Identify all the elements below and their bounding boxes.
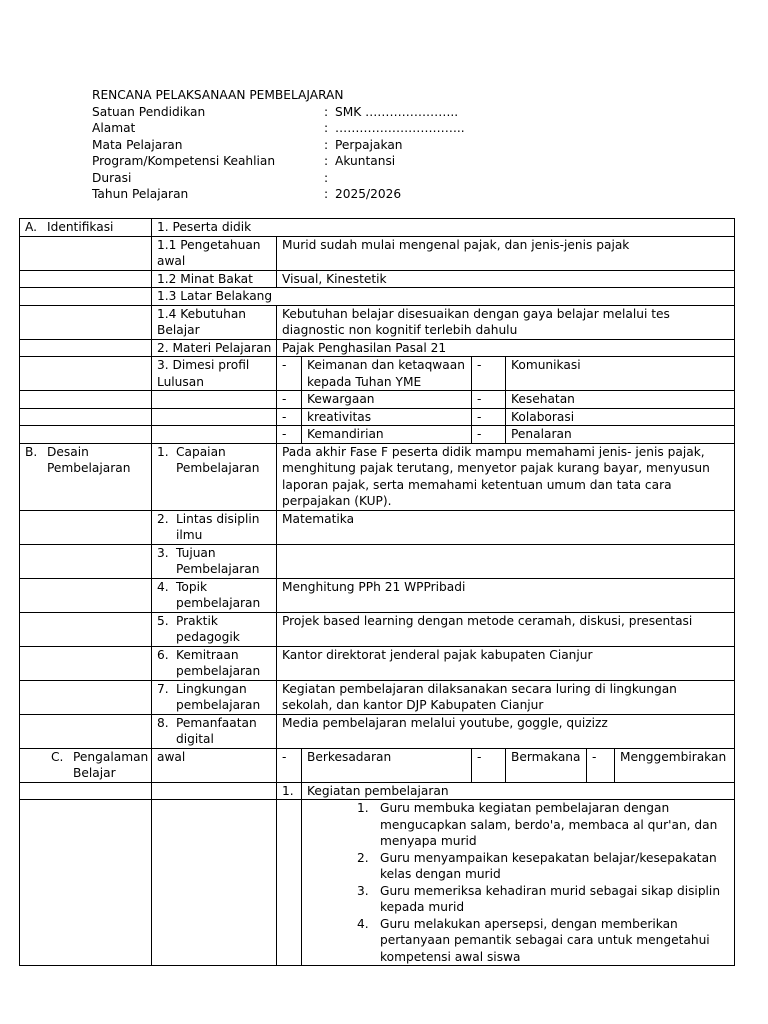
row-value: Pajak Penghasilan Pasal 21 <box>277 339 735 357</box>
header-label: Alamat <box>92 121 136 135</box>
dash: - <box>277 748 302 782</box>
empty-cell <box>20 782 152 800</box>
empty-cell <box>277 800 302 966</box>
empty-cell <box>20 714 152 748</box>
row-label <box>152 578 277 612</box>
table-row <box>20 544 735 578</box>
document-header <box>92 87 512 203</box>
profil-item: Kolaborasi <box>506 408 735 426</box>
dash: - <box>472 426 506 444</box>
table-row <box>20 408 735 426</box>
step-number: 3. <box>357 883 369 898</box>
section-label: Identifikasi <box>47 220 114 234</box>
table-row <box>20 510 735 544</box>
empty-cell <box>20 391 152 409</box>
item-number: 6. <box>157 647 169 662</box>
row-value: Projek based learning dengan metode ceramah, diskusi, presentasi <box>277 612 735 646</box>
header-row-alamat <box>92 120 512 137</box>
row-label <box>152 443 277 510</box>
section-key: C. <box>51 749 64 764</box>
empty-cell <box>20 510 152 544</box>
row-label <box>152 510 277 544</box>
empty-cell <box>20 800 152 966</box>
table-row <box>20 748 735 782</box>
row-value: Kebutuhan belajar disesuaikan dengan gaya belajar melalui tes diagnostic non kognitif terlebih dahulu <box>277 305 735 339</box>
empty-cell <box>152 391 277 409</box>
list-item <box>357 916 730 966</box>
item-label: Praktik pedagogik <box>176 613 240 644</box>
prinsip-item: Berkesadaran <box>302 748 472 782</box>
profil-item: kreativitas <box>302 408 472 426</box>
empty-cell <box>152 426 277 444</box>
table-row <box>20 270 735 288</box>
row-value <box>277 544 735 578</box>
table-row <box>20 288 735 306</box>
table-row <box>20 646 735 680</box>
table-row <box>20 236 735 270</box>
item-number: 2. <box>157 511 169 526</box>
profil-item: Keimanan dan ketaqwaan kepada Tuhan YME <box>302 357 472 391</box>
dash: - <box>277 391 302 409</box>
table-row <box>20 219 735 237</box>
awal-label: awal <box>152 748 277 782</box>
dash: - <box>472 357 506 391</box>
table-row <box>20 782 735 800</box>
header-label: Program/Kompetensi Keahlian <box>92 154 276 168</box>
row-value: Murid sudah mulai mengenal pajak, dan jenis-jenis pajak <box>277 236 735 270</box>
row-label: 1.1 Pengetahuan awal <box>152 236 277 270</box>
empty-cell <box>20 426 152 444</box>
list-item <box>357 883 730 916</box>
list-item <box>357 850 730 883</box>
item-label: Lingkungan pembelajaran <box>176 681 261 712</box>
prinsip-item: Menggembirakan <box>615 748 735 782</box>
table-row <box>20 339 735 357</box>
section-a-cell <box>20 219 152 237</box>
item-number: 4. <box>157 579 169 594</box>
row-value: Menghitung PPh 21 WPPribadi <box>277 578 735 612</box>
row-label: 1.4 Kebutuhan Belajar <box>152 305 277 339</box>
item-label: Pemanfaatan digital <box>176 715 257 746</box>
header-label: Satuan Pendidikan <box>92 104 206 119</box>
table-row <box>20 578 735 612</box>
table-row <box>20 680 735 714</box>
table-row <box>20 800 735 966</box>
step-text: Guru membuka kegiatan pembelajaran dengan mengucapkan salam, berdo'a, membaca al qur'an, dan menyapa murid <box>380 801 718 848</box>
header-row-program <box>92 153 512 170</box>
header-value: SMK ………………….. <box>335 104 459 119</box>
empty-cell <box>20 236 152 270</box>
section-b-cell <box>20 443 152 510</box>
item-number: 5. <box>157 613 169 628</box>
row-label <box>152 357 277 391</box>
step-number: 4. <box>357 916 369 931</box>
header-label: Mata Pelajaran <box>92 137 183 152</box>
header-label: Tahun Pelajaran <box>92 187 189 201</box>
dash: - <box>472 408 506 426</box>
section-label: Pengalaman Belajar <box>73 749 149 780</box>
list-item <box>357 800 730 850</box>
step-number: 1. <box>357 801 369 815</box>
header-colon: : <box>324 104 329 119</box>
peserta-didik-label: 1. Peserta didik <box>152 219 735 237</box>
empty-cell <box>20 270 152 288</box>
dash: - <box>472 748 506 782</box>
header-colon: : <box>324 187 329 201</box>
step-number: 2. <box>357 850 369 865</box>
empty-cell <box>152 408 277 426</box>
item-label: Lintas disiplin ilmu <box>176 511 260 542</box>
item-label: Capaian Pembelajaran <box>176 444 260 475</box>
row-label: 1.3 Latar Belakang <box>152 288 735 306</box>
row-label: 2. Materi Pelajaran <box>152 339 277 357</box>
row-value: Kegiatan pembelajaran dilaksanakan secara luring di lingkungan sekolah, dan kantor DJP Kabupaten Cianjur <box>277 680 735 714</box>
kegiatan-steps-cell <box>302 800 735 966</box>
header-colon: : <box>324 154 329 168</box>
table-row <box>20 714 735 748</box>
row-value: Visual, Kinestetik <box>277 270 735 288</box>
empty-cell <box>20 680 152 714</box>
header-colon: : <box>324 170 329 185</box>
empty-cell <box>20 646 152 680</box>
row-label <box>152 544 277 578</box>
header-label: Durasi <box>92 170 132 185</box>
empty-cell <box>20 578 152 612</box>
kegiatan-number: 1. <box>277 782 302 800</box>
row-value: Matematika <box>277 510 735 544</box>
item-label: Topik pembelajaran <box>176 579 261 610</box>
section-label: Desain Pembelajaran <box>47 444 131 475</box>
item-number: 3. <box>157 545 169 560</box>
empty-cell <box>20 612 152 646</box>
dash: - <box>277 357 302 391</box>
step-text: Guru menyampaikan kesepakatan belajar/kesepakatan kelas dengan murid <box>380 850 717 881</box>
row-label: 1.2 Minat Bakat <box>152 270 277 288</box>
profil-item: Kewargaan <box>302 391 472 409</box>
table-row <box>20 305 735 339</box>
row-label <box>152 714 277 748</box>
lesson-plan-table <box>19 218 735 966</box>
header-value: ………………………….. <box>335 121 465 135</box>
row-value: Pada akhir Fase F peserta didik mampu memahami jenis- jenis pajak, menghitung pajak terutang, menyetor pajak kurang bayar, menyusun laporan pajak, serta memahami ketentuan umum dan tata cara perpajakan (KUP). <box>277 443 735 510</box>
section-c-cell <box>20 748 152 782</box>
empty-cell <box>20 288 152 306</box>
header-row-tahun <box>92 186 512 203</box>
kegiatan-label: Kegiatan pembelajaran <box>302 782 735 800</box>
empty-cell <box>20 408 152 426</box>
table-row <box>20 391 735 409</box>
profil-item: Kesehatan <box>506 391 735 409</box>
item-label: Tujuan Pembelajaran <box>176 545 260 576</box>
step-text: Guru melakukan apersepsi, dengan memberikan pertanyaan pemantik sebagai cara untuk mengetahui kompetensi awal siswa <box>380 916 710 964</box>
item-number: 7. <box>157 681 169 696</box>
row-value: Media pembelajaran melalui youtube, goggle, quizizz <box>277 714 735 748</box>
empty-cell <box>20 339 152 357</box>
profil-item: Komunikasi <box>506 357 735 391</box>
table-row <box>20 357 735 391</box>
header-colon: : <box>324 121 329 135</box>
table-row <box>20 443 735 510</box>
empty-cell <box>20 544 152 578</box>
profil-item: Kemandirian <box>302 426 472 444</box>
empty-cell <box>20 357 152 391</box>
empty-cell <box>152 782 277 800</box>
prinsip-item: Bermakana <box>506 748 587 782</box>
row-label <box>152 680 277 714</box>
header-row-mapel <box>92 137 512 154</box>
section-key: A. <box>25 220 37 234</box>
item-number: 8. <box>157 715 169 730</box>
item-number: 1. <box>157 444 169 459</box>
table-row <box>20 426 735 444</box>
profil-label: 3. Dimesi profil Lulusan <box>157 358 250 389</box>
row-value: Kantor direktorat jenderal pajak kabupaten Cianjur <box>277 646 735 680</box>
header-row-satuan <box>92 104 512 121</box>
profil-item: Penalaran <box>506 426 735 444</box>
item-label: Kemitraan pembelajaran <box>176 647 261 678</box>
section-key: B. <box>25 444 38 459</box>
table-row <box>20 612 735 646</box>
header-value: 2025/2026 <box>335 187 402 201</box>
header-row-durasi <box>92 170 512 187</box>
empty-cell <box>152 800 277 966</box>
document-title: RENCANA PELAKSANAAN PEMBELAJARAN <box>92 88 344 102</box>
row-label <box>152 646 277 680</box>
header-value: Akuntansi <box>335 154 396 168</box>
dash: - <box>277 408 302 426</box>
header-colon: : <box>324 137 329 152</box>
step-text: Guru memeriksa kehadiran murid sebagai sikap disiplin kepada murid <box>380 883 721 914</box>
row-label <box>152 612 277 646</box>
dash: - <box>277 426 302 444</box>
dash: - <box>587 748 615 782</box>
kegiatan-steps <box>307 800 730 965</box>
dash: - <box>472 391 506 409</box>
header-value: Perpajakan <box>335 137 403 152</box>
empty-cell <box>20 305 152 339</box>
